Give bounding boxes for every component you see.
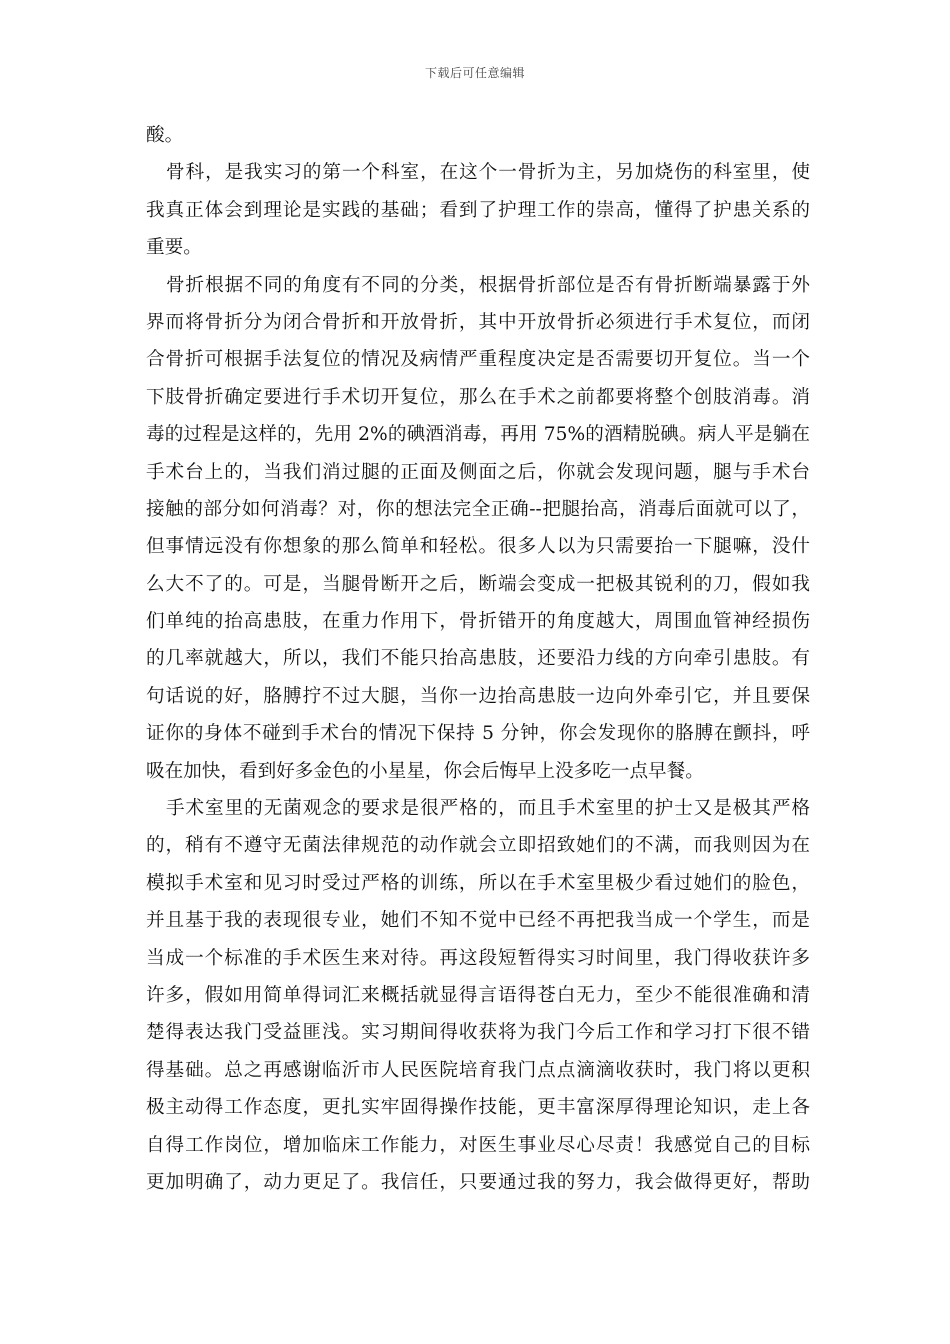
document-body bbox=[146, 117, 810, 1201]
text-line: 的，稍有不遵守无菌法律规范的动作就会立即招致她们的不满，而我则因为在 bbox=[146, 835, 810, 857]
text-line: 下肢骨折确定要进行手术切开复位，那么在手术之前都要将整个创肢消毒。消 bbox=[146, 386, 810, 408]
text-line: 当成一个标准的手术医生来对待。再这段短暂得实习时间里，我门得收获许多 bbox=[146, 947, 810, 969]
text-line: 毒的过程是这样的，先用 2%的碘酒消毒，再用 75%的酒精脱碘。病人平是躺在 bbox=[146, 424, 810, 446]
text-line: 更加明确了，动力更足了。我信任，只要通过我的努力，我会做得更好，帮助 bbox=[146, 1171, 810, 1193]
text-line: 自得工作岗位，增加临床工作能力，对医生事业尽心尽责！我感觉自己的目标 bbox=[146, 1134, 810, 1156]
text-line: 界而将骨折分为闭合骨折和开放骨折，其中开放骨折必须进行手术复位，而闭 bbox=[146, 311, 810, 333]
text-line: 吸在加快，看到好多金色的小星星，你会后悔早上没多吃一点早餐。 bbox=[146, 760, 704, 782]
text-line: 模拟手术室和见习时受过严格的训练，所以在手术室里极少看过她们的脸色， bbox=[146, 872, 810, 894]
text-line: 骨折根据不同的角度有不同的分类，根据骨折部位是否有骨折断端暴露于外 bbox=[166, 274, 810, 296]
text-line: 但事情远没有你想象的那么简单和轻松。很多人以为只需要抬一下腿嘛，没什 bbox=[146, 536, 810, 558]
text-line: 极主动得工作态度，更扎实牢固得操作技能，更丰富深厚得理论知识，走上各 bbox=[146, 1097, 810, 1119]
text-line: 句话说的好，胳膊拧不过大腿，当你一边抬高患肢一边向外牵引它，并且要保 bbox=[146, 685, 810, 707]
text-line: 接触的部分如何消毒？对，你的想法完全正确--把腿抬高，消毒后面就可以了， bbox=[146, 498, 810, 520]
text-line: 重要。 bbox=[146, 237, 202, 259]
text-line: 我真正体会到理论是实践的基础；看到了护理工作的崇高，懂得了护患关系的 bbox=[146, 199, 810, 221]
text-line: 骨科，是我实习的第一个科室，在这个一骨折为主，另加烧伤的科室里，使 bbox=[166, 162, 810, 184]
page-header: 下载后可任意编辑 bbox=[424, 66, 525, 80]
text-line: 酸。 bbox=[146, 125, 184, 146]
text-line: 的几率就越大，所以，我们不能只抬高患肢，还要沿力线的方向牵引患肢。有 bbox=[146, 648, 810, 670]
text-line: 么大不了的。可是，当腿骨断开之后，断端会变成一把极其锐利的刀，假如我 bbox=[146, 573, 810, 595]
text-line: 手术台上的，当我们消过腿的正面及侧面之后，你就会发现问题，腿与手术台 bbox=[146, 461, 810, 483]
text-line: 得基础。总之再感谢临沂市人民医院培育我门点点滴滴收获时，我门将以更积 bbox=[146, 1059, 810, 1081]
text-line: 手术室里的无菌观念的要求是很严格的，而且手术室里的护士又是极其严格 bbox=[166, 798, 810, 820]
text-line: 并且基于我的表现很专业，她们不知不觉中已经不再把我当成一个学生，而是 bbox=[146, 910, 810, 932]
text-line: 证你的身体不碰到手术台的情况下保持 5 分钟，你会发现你的胳膊在颤抖，呼 bbox=[146, 723, 810, 745]
text-line: 们单纯的抬高患肢，在重力作用下，骨折错开的角度越大，周围血管神经损伤 bbox=[146, 611, 810, 633]
text-line: 合骨折可根据手法复位的情况及病情严重程度决定是否需要切开复位。当一个 bbox=[146, 349, 810, 371]
text-line: 楚得表达我门受益匪浅。实习期间得收获将为我门今后工作和学习打下很不错 bbox=[146, 1022, 810, 1044]
text-line: 许多，假如用简单得词汇来概括就显得言语得苍白无力，至少不能很准确和清 bbox=[146, 984, 810, 1006]
